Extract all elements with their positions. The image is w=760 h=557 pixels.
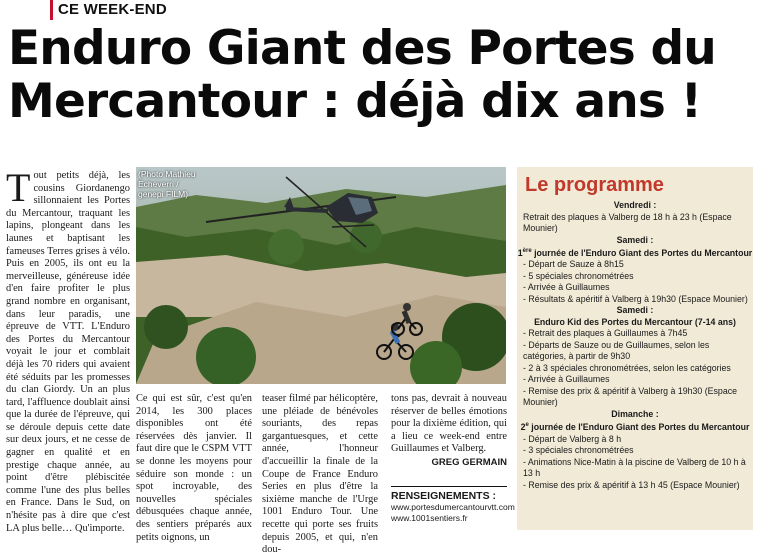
saturday-item: - Arrivée à Guillaumes — [523, 282, 610, 293]
kids-item: - Retrait des plaques à Guillaumes à 7h45 — [523, 328, 688, 339]
article-column-4 — [391, 393, 515, 524]
kids-item: - Arrivée à Guillaumes — [523, 374, 610, 385]
sunday-event-title: 2e journée de l'Enduro Giant des Portes du Mercantour — [520, 422, 750, 433]
article-text-1: out petits déjà, les cousins Giordanengo sillonnaient les Portes du Mercantour, traquant les lapins, plongeant dans les launes et baptisant les fameuses Terres grises à vélo. Puis en 2005, ils ont eu la merveilleuse, généreuse idée d'en faire profiter le plus grand nombre en organisant, dans leur paradis, une épreuve de VTT. L'Enduro des Portes du Mercantour voyait le jour et comblait déjà les 70 riders qui avaient été séduits par les promesses du clan Giordy. Un an plus tard, l'affluence doublait ainsi que la durée de l'épreuve, qui se déroule depuis cette date sur deux jours, et ne cesse de gagner en qualité et en prestige chaque année, au point d'être plébiscitée comme l'une des plus belles en France. Dans le Sud, on n'hésite pas à dire que c'est LA plus belle… Qu'importe. — [6, 170, 131, 534]
article-text-2: Ce qui est sûr, c'est qu'en 2014, les 300 places disponibles ont été réservées dès janvier. Il faut dire que le CSPM VTT se donne les moyens pour séduire son monde : un spot incroyable, des nouvelles spéciales débusquées chaque année, des sentiers préparés aux petits oignons, un — [136, 393, 252, 543]
author-signature: GREG GERMAIN — [431, 456, 507, 468]
info-link-1[interactable]: www.portesdumercantourvtt.com — [391, 502, 515, 513]
helicopter-mountain-bike-photo — [136, 167, 506, 384]
article-column-2 — [136, 393, 252, 544]
sunday-item: - Animations Nice-Matin à la piscine de Valberg de 10 h à 13 h — [523, 456, 746, 479]
sunday-item: - 3 spéciales chronométrées — [523, 445, 634, 456]
article-column-1 — [6, 165, 131, 535]
kids-item: - 2 à 3 spéciales chronométrées, selon les catégories — [523, 362, 731, 373]
kids-item: - Remise des prix & apéritif à Valberg à 19h30 (Espace Mounier) — [523, 385, 738, 408]
info-link-2[interactable]: www.1001sentiers.fr — [391, 513, 468, 524]
program-sidebar — [517, 167, 753, 530]
info-label: RENSEIGNEMENTS : — [391, 486, 507, 503]
rubric-marker — [50, 0, 53, 20]
article-photo — [136, 167, 506, 384]
day-sunday: Dimanche : — [611, 408, 659, 419]
saturday-item: - 5 spéciales chronométrées — [523, 270, 634, 281]
article-text-4: tons pas, devrait à nouveau réserver de belles émotions pour la dixième édition, qui a lieu ce week-end entre Guillaumes et Valberg. — [391, 393, 507, 455]
saturday-event-title: 1ère journée de l'Enduro Giant des Portes du Mercantour — [517, 247, 753, 258]
program-title: Le programme — [525, 174, 664, 196]
day-saturday: Samedi : — [616, 234, 654, 245]
kids-item: - Départs de Sauze ou de Guillaumes, selon les catégories, à partir de 9h30 — [523, 339, 710, 362]
sunday-item: - Départ de Valberg à 8 h — [523, 433, 622, 444]
sunday-item: - Remise des prix & apéritif à 13 h 45 (Espace Mounier) — [523, 479, 740, 490]
saturday-item: - Départ de Sauze à 8h15 — [523, 259, 624, 270]
photo-credit: (Photo Mathieu Echeverri / genepi FILM) — [138, 169, 196, 199]
day-saturday-kids: Samedi : — [616, 305, 654, 316]
article-column-3 — [262, 393, 378, 557]
saturday-item: - Résultats & apéritif à Valberg à 19h30 (Espace Mounier) — [523, 293, 748, 304]
drop-cap: T — [6, 165, 31, 210]
headline: Enduro Giant des Portes du Mercantour : déjà dix ans ! — [8, 21, 716, 129]
article-text-3: teaser filmé par hélicoptère, une pléiade de bénévoles souriants, des repas gargantuesques, et cette année, l'honneur d'accueillir la finale de la Coupe de France Enduro Series en plus d'être la sixième manche de l'Urge 1001 Enduro Tour. Une recette qui porte ses fruits depuis 2005, et qui, n'en dou- — [262, 393, 378, 556]
section-rubric: CE WEEK-END — [58, 1, 167, 18]
day-friday: Vendredi : — [613, 200, 657, 210]
friday-text: Retrait des plaques à Valberg de 18 h à 23 h (Espace Mounier) — [523, 211, 732, 233]
kids-event-title: Enduro Kid des Portes du Mercantour (7-14 ans) — [534, 316, 736, 327]
